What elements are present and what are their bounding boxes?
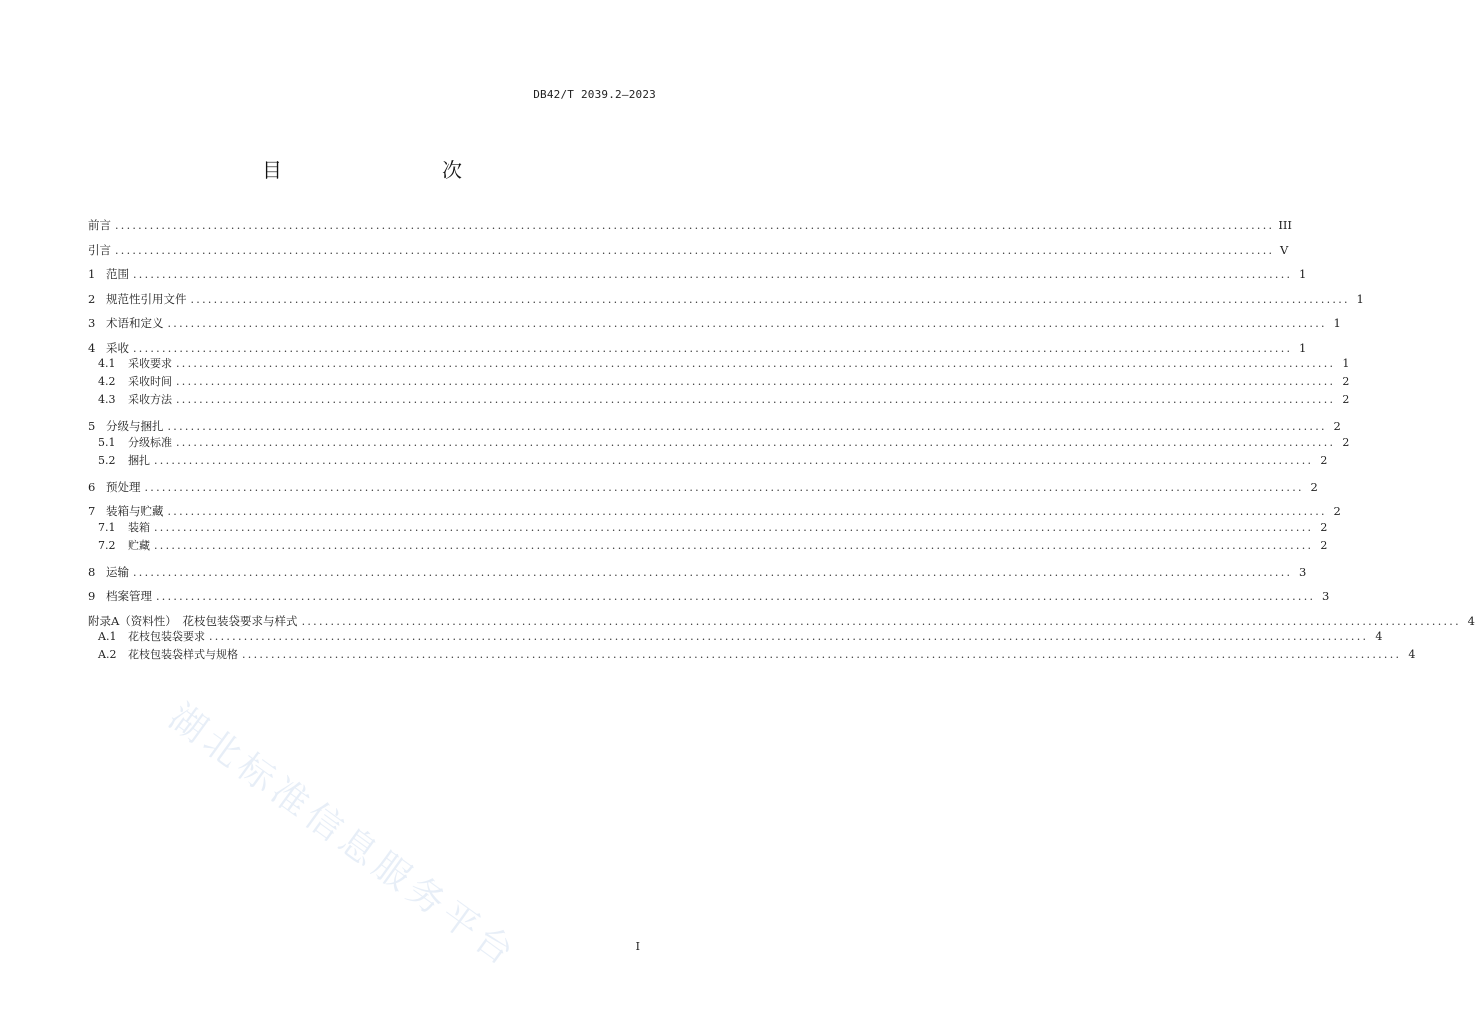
toc-leader-dots: ........................................................................................................................................................................................................ [133, 268, 1293, 281]
toc-entry[interactable] [88, 519, 1328, 537]
toc-entry-label: 采收时间 [128, 375, 172, 388]
table-of-contents [88, 213, 1475, 669]
toc-entry[interactable] [88, 475, 1318, 500]
toc-entry-page: 2 [1342, 435, 1350, 449]
toc-entry-page: 2 [1310, 479, 1318, 494]
toc-entry-label: 附录A（资料性） 花枝包装袋要求与样式 [88, 613, 298, 628]
toc-entry-label: 规范性引用文件 [106, 291, 187, 306]
toc-leader-dots: ........................................................................................................................................................................................................ [133, 341, 1293, 355]
toc-leader-dots: ........................................................................................................................................................................................................ [115, 243, 1275, 257]
toc-entry-label: 分级与捆扎 [106, 419, 164, 433]
toc-entry[interactable] [88, 373, 1350, 391]
toc-entry[interactable] [88, 391, 1350, 409]
toc-entry-number: 9 [88, 589, 96, 603]
toc-leader-dots: ........................................................................................................................................................................................................ [144, 480, 1304, 494]
page-title: 目 次 [262, 158, 502, 182]
toc-entry-number: 6 [88, 479, 96, 494]
toc-entry-page: 4 [1375, 630, 1383, 643]
toc-entry[interactable] [88, 262, 1307, 287]
toc-entry-label: 花枝包装袋样式与规格 [128, 648, 238, 661]
toc-leader-dots: ........................................................................................................................................................................................................ [167, 317, 1327, 330]
toc-entry-number: 5.2 [98, 453, 116, 467]
toc-entry[interactable] [88, 537, 1328, 555]
toc-entry-page: 2 [1342, 375, 1350, 388]
toc-entry-number: 4 [88, 340, 96, 355]
toc-entry[interactable] [88, 213, 1292, 238]
toc-entry[interactable] [88, 628, 1383, 646]
toc-entry-label: 分级标准 [128, 435, 172, 449]
toc-entry-page: 2 [1320, 538, 1328, 552]
toc-entry-number: 7 [88, 504, 96, 518]
toc-entry-page: 1 [1299, 340, 1307, 355]
toc-entry-label: 采收要求 [128, 357, 172, 370]
toc-entry-number: A.2 [98, 648, 117, 661]
toc-entry[interactable] [88, 238, 1289, 263]
toc-entry[interactable] [88, 646, 1416, 664]
toc-entry-page: V [1280, 242, 1289, 257]
toc-entry-label: 装箱与贮藏 [106, 504, 164, 518]
toc-entry-label: 档案管理 [106, 589, 152, 603]
page-folio: I [635, 940, 640, 953]
toc-leader-dots: ........................................................................................................................................................................................................ [167, 505, 1327, 518]
toc-entry-number: 8 [88, 564, 96, 579]
toc-entry-number: 4.3 [98, 393, 116, 406]
toc-entry-label: 范围 [106, 267, 129, 281]
toc-entry-page: 2 [1342, 393, 1350, 406]
toc-entry-label: 采收方法 [128, 393, 172, 406]
toc-entry[interactable] [88, 311, 1341, 336]
toc-entry[interactable] [88, 560, 1307, 585]
toc-leader-dots: ........................................................................................................................................................................................................ [167, 420, 1327, 433]
toc-entry-label: 花枝包装袋要求 [128, 630, 205, 643]
toc-leader-dots: ........................................................................................................................................................................................................ [190, 292, 1350, 306]
toc-entry-label: 前言 [88, 218, 111, 232]
toc-entry-label: 预处理 [106, 479, 141, 494]
toc-leader-dots: ........................................................................................................................................................................................................ [301, 614, 1461, 628]
toc-entry-label: 运输 [106, 564, 129, 579]
toc-entry-page: 1 [1342, 357, 1350, 370]
toc-entry-number: 5.1 [98, 435, 116, 449]
toc-entry-page: 1 [1299, 267, 1307, 281]
toc-entry-page: 3 [1299, 564, 1307, 579]
toc-entry[interactable] [88, 584, 1330, 609]
toc-leader-dots: ........................................................................................................................................................................................................ [154, 538, 1314, 552]
toc-leader-dots: ........................................................................................................................................................................................................ [115, 219, 1275, 232]
toc-leader-dots: ........................................................................................................................................................................................................ [242, 648, 1402, 661]
toc-entry-label: 术语和定义 [106, 316, 164, 330]
toc-entry-number: 3 [88, 316, 96, 330]
toc-entry-page: 2 [1333, 419, 1341, 433]
toc-entry[interactable] [88, 452, 1328, 470]
toc-entry-label: 采收 [106, 340, 129, 355]
toc-entry-page: 3 [1322, 589, 1330, 603]
toc-entry-number: A.1 [98, 630, 117, 643]
toc-entry-page: 2 [1320, 520, 1328, 534]
toc-entry-page: 2 [1333, 504, 1341, 518]
toc-entry-number: 7.2 [98, 538, 116, 552]
toc-leader-dots: ........................................................................................................................................................................................................ [176, 375, 1336, 388]
toc-leader-dots: ........................................................................................................................................................................................................ [133, 565, 1293, 579]
toc-entry[interactable] [88, 287, 1364, 312]
toc-leader-dots: ........................................................................................................................................................................................................ [154, 520, 1314, 534]
toc-leader-dots: ........................................................................................................................................................................................................ [156, 590, 1316, 603]
toc-entry-page: III [1278, 218, 1292, 232]
toc-leader-dots: ........................................................................................................................................................................................................ [209, 630, 1369, 643]
toc-entry-page: 2 [1320, 453, 1328, 467]
toc-entry-number: 4.1 [98, 357, 116, 370]
toc-entry-label: 装箱 [128, 520, 150, 534]
toc-entry-label: 捆扎 [128, 453, 150, 467]
toc-entry-number: 2 [88, 291, 96, 306]
toc-leader-dots: ........................................................................................................................................................................................................ [176, 357, 1336, 370]
toc-entry-number: 4.2 [98, 375, 116, 388]
toc-entry-page: 1 [1356, 291, 1364, 306]
toc-entry-label: 引言 [88, 242, 111, 257]
document-number: DB42/T 2039.2—2023 [533, 88, 656, 101]
toc-entry-number: 1 [88, 267, 96, 281]
toc-entry-page: 1 [1333, 316, 1341, 330]
toc-entry-page: 4 [1467, 613, 1475, 628]
toc-entry-number: 5 [88, 419, 96, 433]
toc-entry-page: 4 [1408, 648, 1416, 661]
toc-leader-dots: ........................................................................................................................................................................................................ [176, 435, 1336, 449]
toc-entry-label: 贮藏 [128, 538, 150, 552]
watermark: 湖北标准信息服务平台 [161, 696, 526, 977]
toc-entry-number: 7.1 [98, 520, 116, 534]
toc-leader-dots: ........................................................................................................................................................................................................ [154, 453, 1314, 467]
toc-leader-dots: ........................................................................................................................................................................................................ [176, 393, 1336, 406]
